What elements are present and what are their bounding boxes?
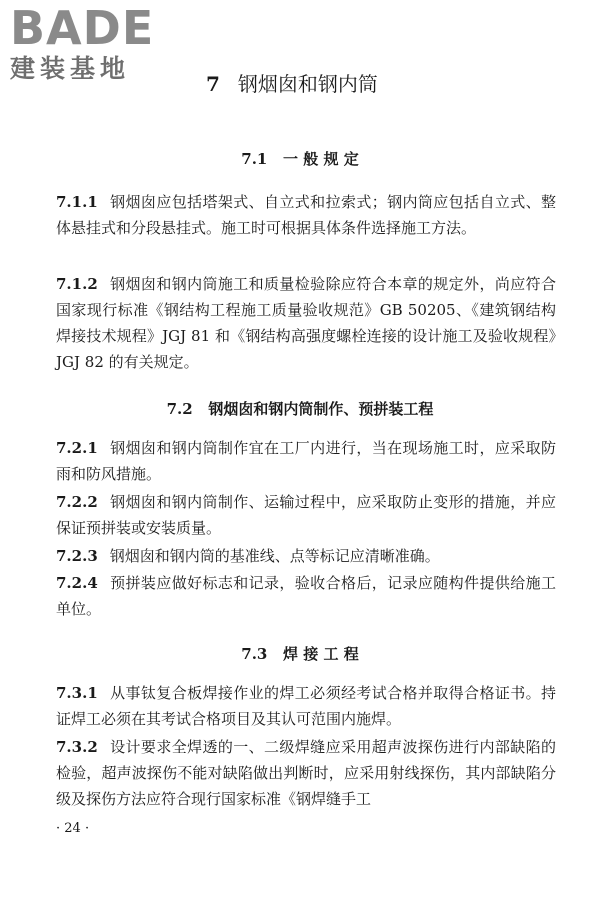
clause-text: 从事钛复合板焊接作业的焊工必须经考试合格并取得合格证书。持证焊工必须在其考试合格项目及其认可范围内施焊。 (56, 684, 556, 728)
clause-7-1-2 (56, 271, 556, 375)
clause-text: 钢烟囱和钢内筒施工和质量检验除应符合本章的规定外，尚应符合国家现行标准《钢结构工程施工质量验收规范》GB 50205、《建筑钢结构焊接技术规程》JGJ 81 和《钢结构高强度螺栓连接的设计施工及验收规程》JGJ 82 的有关规定。 (56, 275, 556, 371)
clause-number: 7.2.1 (56, 439, 98, 457)
publisher-logo (10, 1, 180, 84)
page-number: · 24 · (56, 821, 90, 836)
section-title: 一 般 规 定 (283, 150, 359, 168)
clause-7-2-2 (56, 489, 556, 541)
section-title: 焊 接 工 程 (283, 645, 359, 663)
section-number: 7.2 (166, 400, 193, 418)
chapter-heading (206, 70, 378, 98)
clause-number: 7.3.1 (56, 684, 98, 702)
clause-7-2-1 (56, 435, 556, 487)
clause-7-3-2 (56, 734, 556, 812)
clause-text: 钢烟囱和钢内筒的基准线、点等标记应清晰准确。 (109, 547, 440, 565)
clause-number: 7.2.3 (56, 547, 98, 565)
clause-text: 设计要求全焊透的一、二级焊缝应采用超声波探伤进行内部缺陷的检验，超声波探伤不能对缺陷做出判断时，应采用射线探伤，其内部缺陷分级及探伤方法应符合现行国家标准《钢焊缝手工 (56, 738, 556, 808)
section-heading-7-3 (0, 643, 600, 665)
section-number: 7.3 (241, 645, 268, 663)
clause-7-2-4 (56, 570, 556, 622)
section-number: 7.1 (241, 150, 268, 168)
chapter-title: 钢烟囱和钢内筒 (237, 72, 378, 96)
clause-number: 7.3.2 (56, 738, 98, 756)
clause-text: 钢烟囱和钢内筒制作、运输过程中，应采取防止变形的措施，并应保证预拼装或安装质量。 (56, 493, 556, 537)
clause-text: 预拼装应做好标志和记录，验收合格后，记录应随构件提供给施工单位。 (56, 574, 556, 618)
section-title: 钢烟囱和钢内筒制作、预拼装工程 (208, 400, 434, 418)
clause-7-2-3 (56, 543, 556, 569)
chapter-number: 7 (206, 72, 220, 96)
clause-7-3-1 (56, 680, 556, 732)
clause-text: 钢烟囱应包括塔架式、自立式和拉索式；钢内筒应包括自立式、整体悬挂式和分段悬挂式。施工时可根据具体条件选择施工方法。 (56, 193, 556, 237)
section-heading-7-1 (0, 148, 600, 170)
clause-number: 7.1.1 (56, 193, 98, 211)
clause-7-1-1 (56, 189, 556, 241)
clause-number: 7.2.2 (56, 493, 98, 511)
clause-number: 7.2.4 (56, 574, 98, 592)
clause-text: 钢烟囱和钢内筒制作宜在工厂内进行，当在现场施工时，应采取防雨和防风措施。 (56, 439, 556, 483)
logo-brand: BADE (10, 1, 155, 55)
logo-subtitle: 建装基地 (10, 54, 131, 83)
section-heading-7-2 (0, 398, 600, 420)
clause-number: 7.1.2 (56, 275, 98, 293)
